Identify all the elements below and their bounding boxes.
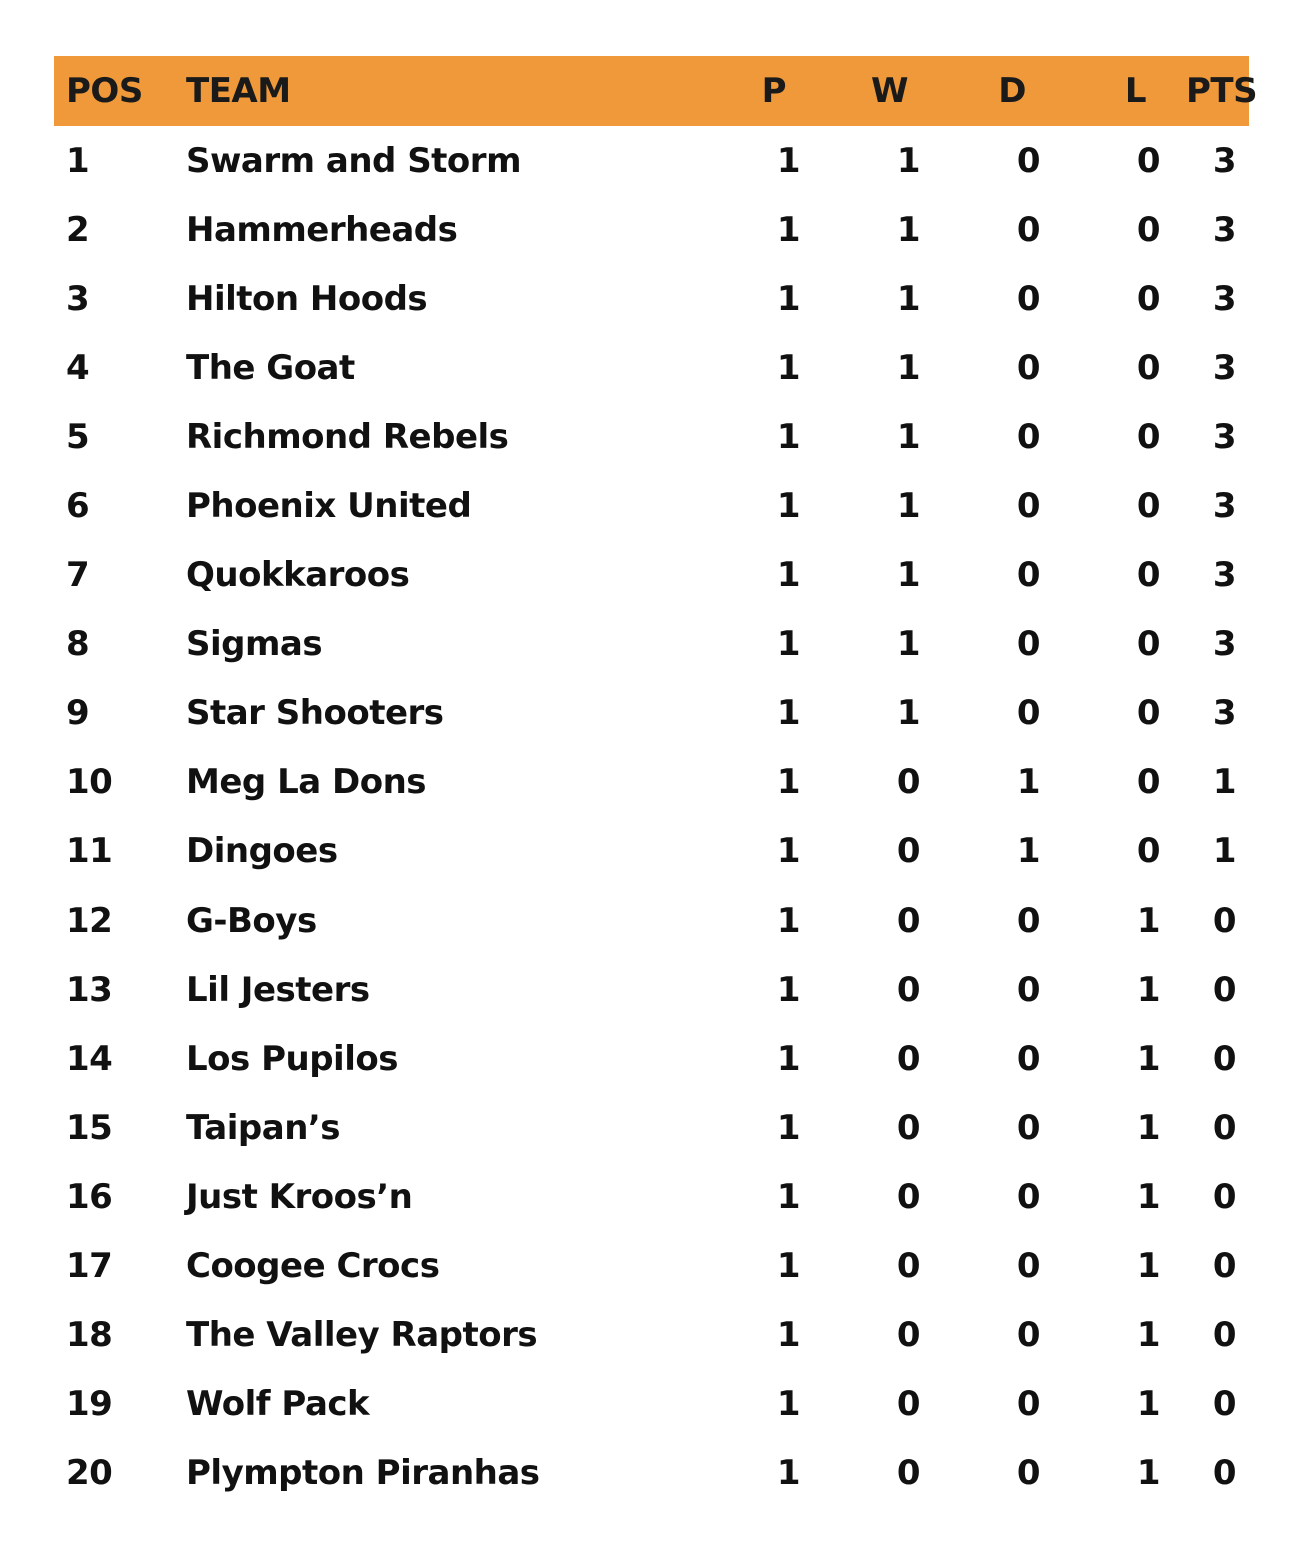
cell-drawn: 0 [1016,1453,1040,1494]
cell-won: 0 [896,969,920,1010]
table-row [54,748,1249,817]
cell-played: 1 [776,416,800,457]
cell-points: 0 [1212,1176,1236,1217]
cell-drawn: 0 [1016,140,1040,181]
cell-team: G-Boys [186,900,317,941]
cell-won: 0 [896,762,920,803]
cell-won: 1 [896,693,920,734]
cell-played: 1 [776,140,800,181]
cell-drawn: 0 [1016,347,1040,388]
cell-team: Plympton Piranhas [186,1453,540,1494]
cell-pos: 10 [66,762,113,803]
cell-won: 0 [896,831,920,872]
cell-drawn: 0 [1016,1315,1040,1356]
cell-pos: 3 [66,278,90,319]
header-won: W [870,71,908,111]
cell-lost: 0 [1136,693,1160,734]
cell-lost: 1 [1136,1176,1160,1217]
table-row [54,264,1249,333]
cell-played: 1 [776,969,800,1010]
header-played: P [761,71,786,111]
header-team: TEAM [186,71,291,111]
cell-played: 1 [776,1176,800,1217]
cell-drawn: 0 [1016,278,1040,319]
cell-team: Sigmas [186,624,323,665]
cell-team: Swarm and Storm [186,140,521,181]
table-row [54,817,1249,886]
cell-played: 1 [776,209,800,250]
cell-points: 3 [1212,209,1236,250]
table-row [54,195,1249,264]
cell-won: 1 [896,347,920,388]
cell-drawn: 0 [1016,1107,1040,1148]
cell-lost: 0 [1136,278,1160,319]
ladder-table [54,56,1258,1508]
table-row [54,955,1249,1024]
cell-lost: 1 [1136,1038,1160,1079]
cell-points: 3 [1212,416,1236,457]
cell-played: 1 [776,555,800,596]
table-row [54,126,1249,195]
table-row [54,1162,1249,1231]
cell-won: 0 [896,900,920,941]
cell-drawn: 1 [1016,762,1040,803]
cell-drawn: 0 [1016,416,1040,457]
cell-won: 1 [896,416,920,457]
cell-lost: 0 [1136,831,1160,872]
cell-team: Taipan’s [186,1107,341,1148]
cell-lost: 1 [1136,1246,1160,1287]
table-row [54,1370,1249,1439]
cell-played: 1 [776,347,800,388]
cell-played: 1 [776,693,800,734]
cell-drawn: 0 [1016,486,1040,527]
cell-team: Wolf Pack [186,1384,370,1425]
cell-drawn: 0 [1016,1384,1040,1425]
cell-lost: 0 [1136,762,1160,803]
cell-points: 3 [1212,347,1236,388]
cell-won: 0 [896,1176,920,1217]
cell-lost: 0 [1136,624,1160,665]
cell-points: 3 [1212,555,1236,596]
cell-points: 3 [1212,693,1236,734]
cell-team: Los Pupilos [186,1038,398,1079]
cell-pos: 11 [66,831,113,872]
cell-played: 1 [776,1246,800,1287]
table-row [54,471,1249,540]
cell-points: 0 [1212,1384,1236,1425]
cell-team: Quokkaroos [186,555,410,596]
table-body [54,126,1249,1508]
cell-pos: 15 [66,1107,113,1148]
cell-won: 1 [896,555,920,596]
table-row [54,402,1249,471]
cell-played: 1 [776,624,800,665]
cell-pos: 1 [66,140,90,181]
cell-pos: 20 [66,1453,113,1494]
cell-team: Coogee Crocs [186,1246,440,1287]
table-row [54,610,1249,679]
cell-played: 1 [776,831,800,872]
cell-played: 1 [776,1453,800,1494]
cell-pos: 18 [66,1315,113,1356]
cell-drawn: 0 [1016,1038,1040,1079]
cell-lost: 1 [1136,969,1160,1010]
cell-team: Just Kroos’n [186,1176,413,1217]
table-header [54,56,1258,126]
cell-drawn: 1 [1016,831,1040,872]
cell-points: 0 [1212,1038,1236,1079]
header-lost: L [1124,71,1146,111]
cell-points: 3 [1212,486,1236,527]
cell-lost: 0 [1136,140,1160,181]
cell-drawn: 0 [1016,624,1040,665]
cell-played: 1 [776,1315,800,1356]
cell-drawn: 0 [1016,209,1040,250]
header-points: PTS [1186,71,1258,111]
cell-lost: 1 [1136,1384,1160,1425]
cell-played: 1 [776,486,800,527]
cell-won: 1 [896,278,920,319]
cell-won: 1 [896,209,920,250]
cell-lost: 1 [1136,1453,1160,1494]
cell-played: 1 [776,278,800,319]
cell-points: 0 [1212,1246,1236,1287]
cell-lost: 0 [1136,486,1160,527]
cell-points: 1 [1212,831,1236,872]
cell-points: 0 [1212,1107,1236,1148]
header-drawn: D [998,71,1026,111]
cell-team: The Goat [186,347,355,388]
cell-drawn: 0 [1016,1246,1040,1287]
cell-played: 1 [776,1384,800,1425]
cell-pos: 6 [66,486,90,527]
cell-pos: 12 [66,900,113,941]
cell-pos: 13 [66,969,113,1010]
cell-won: 1 [896,624,920,665]
cell-played: 1 [776,900,800,941]
cell-points: 0 [1212,1315,1236,1356]
cell-pos: 9 [66,693,90,734]
cell-played: 1 [776,1038,800,1079]
cell-team: Star Shooters [186,693,444,734]
table-row [54,1232,1249,1301]
cell-lost: 0 [1136,209,1160,250]
cell-team: Phoenix United [186,486,472,527]
cell-points: 0 [1212,969,1236,1010]
cell-lost: 1 [1136,900,1160,941]
cell-won: 0 [896,1246,920,1287]
table-row [54,679,1249,748]
cell-team: Hilton Hoods [186,278,428,319]
cell-drawn: 0 [1016,900,1040,941]
cell-points: 3 [1212,624,1236,665]
cell-pos: 2 [66,209,90,250]
cell-played: 1 [776,762,800,803]
cell-won: 0 [896,1384,920,1425]
header-pos: POS [66,71,143,111]
cell-won: 1 [896,140,920,181]
cell-pos: 8 [66,624,90,665]
cell-lost: 1 [1136,1315,1160,1356]
cell-pos: 16 [66,1176,113,1217]
cell-points: 3 [1212,278,1236,319]
cell-team: Richmond Rebels [186,416,509,457]
cell-points: 0 [1212,900,1236,941]
cell-team: Dingoes [186,831,338,872]
cell-won: 1 [896,486,920,527]
table-row [54,1024,1249,1093]
cell-lost: 0 [1136,555,1160,596]
table-row [54,886,1249,955]
cell-drawn: 0 [1016,693,1040,734]
cell-pos: 7 [66,555,90,596]
table-row [54,1439,1249,1508]
table-row [54,1301,1249,1370]
table-row [54,541,1249,610]
cell-pos: 14 [66,1038,113,1079]
cell-team: Hammerheads [186,209,458,250]
cell-won: 0 [896,1453,920,1494]
cell-lost: 0 [1136,347,1160,388]
cell-team: The Valley Raptors [186,1315,538,1356]
cell-won: 0 [896,1038,920,1079]
cell-lost: 0 [1136,416,1160,457]
cell-won: 0 [896,1107,920,1148]
table-row [54,1093,1249,1162]
cell-pos: 5 [66,416,90,457]
cell-pos: 17 [66,1246,113,1287]
cell-drawn: 0 [1016,1176,1040,1217]
cell-won: 0 [896,1315,920,1356]
cell-team: Meg La Dons [186,762,427,803]
cell-points: 3 [1212,140,1236,181]
cell-played: 1 [776,1107,800,1148]
table-row [54,333,1249,402]
cell-points: 1 [1212,762,1236,803]
cell-pos: 4 [66,347,90,388]
cell-team: Lil Jesters [186,969,370,1010]
cell-drawn: 0 [1016,969,1040,1010]
cell-drawn: 0 [1016,555,1040,596]
cell-points: 0 [1212,1453,1236,1494]
cell-pos: 19 [66,1384,113,1425]
cell-lost: 1 [1136,1107,1160,1148]
